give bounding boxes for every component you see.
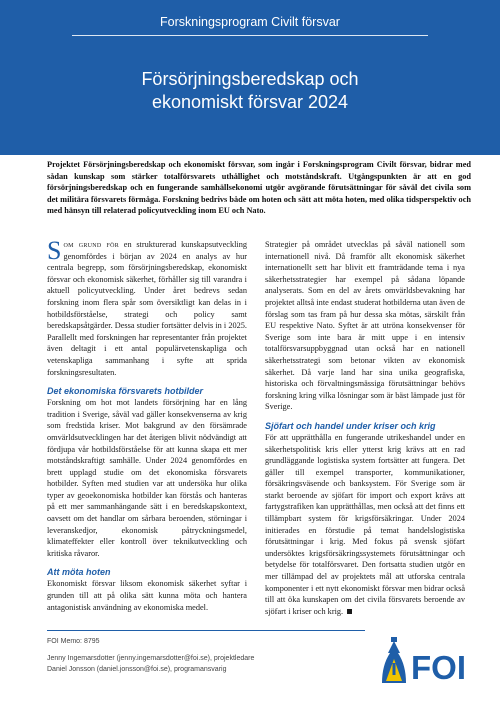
footer <box>47 636 377 675</box>
section-text-mota-hoten: Ekonomiskt försvar liksom ekonomisk säkerhet syftar i grunden till att på olika sätt kunna möta och hantera antagonistisk användning av ekonomiska medel. <box>47 579 247 612</box>
crest-icon <box>382 637 406 683</box>
left-column <box>47 236 247 613</box>
footer-divider <box>47 630 365 631</box>
author-line-1: Jenny Ingemarsdotter (jenny.ingemarsdotter@foi.se), projektledare <box>47 655 255 662</box>
section-text-hotbilder: Forskning om hot mot landets försörjning har en lång tradition i Sverige, såväl vad gäller konsekvenserna av krig som fredstida kriser. Mot bakgrund av den försämrade omvärldsutvecklingen har det återigen blivit nödvändigt att fördjupa vår hotbildsförståelse för att kunna skapa ett mer motståndskraftigt samhälle. Under 2024 genomfördes en brett upplagd studie om det ekonomiska försvarets hotbilder. Syften med studien var att undersöka hur olika typer av geoekonomiska hotbilder kan förstås och hanteras på ett mer sammanhängande sätt i en beredskapskontext, oavsett om det handlar om sårbara beroenden, störningar i leveranskedjor, ekonomisk påtryckningsmedel, klimateffekter eller kontroll över teknikutveckling och kritiska råvaror. <box>47 398 247 558</box>
section-text-sjofart-body: För att upprätthålla en fungerande utrikeshandel under en säkerhetspolitisk kris eller ytterst krig krävs att en rad grundläggande logistiska system fortsätter att fungera. Det gäller till exempel transporter, kommunikationer, försäkringsväsende och banksystem. För Sverige som är starkt beroende av sjöfart för import och export krävs att fartygstrafiken kan upprätthållas, men också att det finns ett tillämpbart system för krigsförsäkringar. Under 2024 initierades en förstudie på temat handelslogistiska förutsättningar i krig. Med fokus på svensk sjöfart undersöktes krigsförsäkringssystemets förutsättningar och betydelse för totalförsvaret. Den fortsatta studien utgör en mer tillämpad del av projektets mål att utforska centrala komponenter i ett nytt ekonomiskt försvar men bidrar också till att öka kunskapen om det civila försvarets beroende av sjöfart i kriser och krig. <box>265 432 465 616</box>
intro-paragraph <box>47 236 247 378</box>
memo-number: FOI Memo: 8795 <box>47 638 100 645</box>
end-mark <box>347 609 352 614</box>
intro-text: en strukturerad kunskapsutveckling genomfördes i början av 2024 en analys av hur centrala begrepp, som försörjningsberedskap, ekonomiskt försvar och ekonomisk säkerhet, förhåller sig till varandra i aktuell policyutveckling. Under året bedrevs sedan forskning inom flera spår som översiktligt kan delas in i hotbildsförståelse, strategi och policy samt beredskapsåtgärder. Dessa studier fortsätter delvis in i 2025. Parallellt med forskningen har representanter från projektet även deltagit i ett antal populärvetenskapliga och vetenskapliga sammanhang i syfte att sprida forskningsresultaten. <box>47 240 247 377</box>
section-heading-sjofart: Sjöfart och handel under kriser och krig <box>265 420 436 431</box>
section-heading-mota-hoten: Att möta hoten <box>47 567 111 578</box>
page-title-line-2: ekonomiskt försvar 2024 <box>151 92 349 112</box>
strategy-paragraph: Strategier på området utvecklas på såväl nationell som internationell nivå. Då framför allt ekonomisk säkerhet internationellt sett har blivit ett framträdande tema i nya säkerhetsstrategier har exempel på sådana löpande analyserats. Som en del av årets omvärldsbevakning har projektet alltså inte endast studerat hotbilderna utan även de förslag som tas fram på hur dessa ska mötas, särskilt från EU respektive Nato. Syftet är att utröna konsekvenser för Sverige som inte bara är mitt uppe i en intensiv totalförsvarsuppbyggnad utan också har en nationell säkerhetsstrategi som betonar vikten av ekonomisk säkerhet. Då varje land har sina unika geografiska, historiska och förvaltningsmässiga förutsättningar behövs forskning kring vilka lösningar som är bäst lämpade just för Sverige. <box>265 240 465 412</box>
page-title-line-1: Försörjningsberedskap och <box>141 69 359 89</box>
right-column <box>265 239 465 617</box>
author-line-2: Daniel Jonsson (daniel.jonsson@foi.se), programansvarig <box>47 666 227 673</box>
logo-text: FOI <box>411 649 466 686</box>
section-heading-hotbilder: Det ekonomiska försvarets hotbilder <box>47 386 204 397</box>
section-text-sjofart <box>265 432 465 618</box>
intro-smallcaps: om grund för <box>63 240 120 249</box>
header-divider <box>72 35 428 36</box>
drop-cap: S <box>47 236 62 265</box>
page-title <box>0 68 500 114</box>
program-name: Forskningsprogram Civilt försvar <box>160 15 340 29</box>
foi-logo <box>376 635 476 689</box>
header-banner <box>0 0 500 155</box>
lead-paragraph: Projektet Försörjningsberedskap och ekonomiskt försvar, som ingår i Forskningsprogram Civilt försvar, bidrar med sådan kunskap som stärker totalförsvarets uthållighet och motståndskraft. Utgångspunkten är att en god försörjningsberedskap och en fungerande samhällsekonomi utgör avgörande förutsättningar för såväl det civila som det militära försvarets förmåga. Forskning bedrivs både om hoten och sätt att möta hoten, med olika tidsperspektiv och med hänsyn till relaterad policyutveckling inom EU och Nato. <box>47 160 471 216</box>
